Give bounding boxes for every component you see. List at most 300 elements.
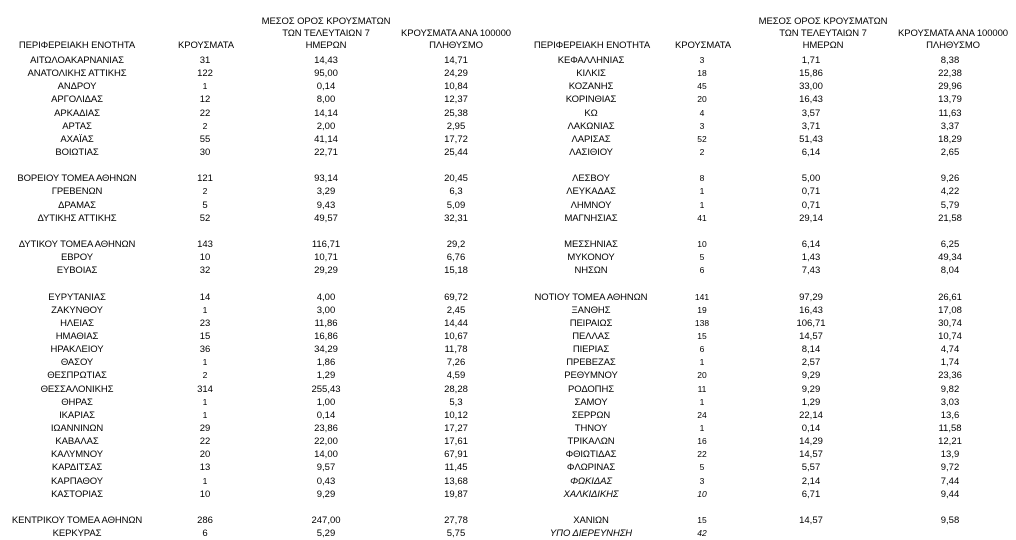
header-region-right: ΠΕΡΙΦΕΡΕΙΑΚΗ ΕΝΟΤΗΤΑ xyxy=(533,40,651,51)
right-avg7-cell: 6,71 xyxy=(801,488,821,500)
right-region-cell: ΣΑΜΟΥ xyxy=(574,396,608,408)
right-cases-cell: 20 xyxy=(697,94,707,105)
right-cases-cell: 10 xyxy=(697,488,707,499)
right-per100k-cell: 3,03 xyxy=(940,396,960,408)
left-avg7-cell: 41,14 xyxy=(314,133,338,145)
right-per100k-cell: 49,34 xyxy=(938,252,962,264)
left-avg7-cell: 93,14 xyxy=(314,173,338,185)
right-avg7-cell: 2,14 xyxy=(801,475,821,487)
cases-table xyxy=(0,54,1016,540)
right-avg7-cell: 6,14 xyxy=(801,239,821,251)
table-row xyxy=(0,67,1016,80)
left-avg7-cell: 9,43 xyxy=(316,199,336,211)
table-row xyxy=(0,435,1016,448)
left-avg7-cell: 1,00 xyxy=(316,396,336,408)
right-avg7-cell: 5,00 xyxy=(801,173,821,185)
right-avg7-cell: 9,29 xyxy=(801,383,821,395)
right-cases-cell: 5 xyxy=(699,252,705,263)
right-region-cell: ΛΑΚΩΝΙΑΣ xyxy=(567,120,615,132)
table-row xyxy=(0,93,1016,106)
left-avg7-cell: 1,29 xyxy=(316,370,336,382)
table-row xyxy=(0,54,1016,67)
left-cases-cell: 10 xyxy=(199,252,211,264)
left-per100k-cell: 28,28 xyxy=(444,383,468,395)
right-per100k-cell: 4,74 xyxy=(940,344,960,356)
right-avg7-cell: 14,29 xyxy=(799,436,823,448)
right-avg7-cell: 97,29 xyxy=(799,291,823,303)
right-region-cell: ΤΡΙΚΑΛΩΝ xyxy=(567,436,615,448)
right-cases-cell: 3 xyxy=(699,120,705,131)
table-row xyxy=(0,488,1016,501)
left-per100k-cell: 14,44 xyxy=(444,317,468,329)
right-region-cell: ΤΗΝΟΥ xyxy=(574,423,608,434)
left-avg7-cell: 3,00 xyxy=(316,304,336,316)
left-avg7-cell: 22,00 xyxy=(314,436,338,448)
right-region-cell: ΞΑΝΘΗΣ xyxy=(571,304,611,316)
right-per100k-cell: 17,08 xyxy=(938,304,962,316)
left-region-cell: ΕΒΡΟΥ xyxy=(61,252,93,264)
left-avg7-cell: 0,43 xyxy=(316,475,336,487)
right-cases-cell: 138 xyxy=(694,317,710,328)
left-cases-cell: 2 xyxy=(202,370,208,381)
left-cases-cell: 13 xyxy=(199,462,211,474)
table-row xyxy=(0,475,1016,488)
header-avg7-left: ΜΕΣΟΣ ΟΡΟΣ ΚΡΟΥΣΜΑΤΩΝ ΤΩΝ ΤΕΛΕΥΤΑΙΩΝ 7 ΗΜΕΡΩΝ xyxy=(261,16,391,51)
right-region-cell: ΧΑΝΙΩΝ xyxy=(573,514,609,526)
right-region-cell: ΜΑΓΝΗΣΙΑΣ xyxy=(564,212,618,224)
left-cases-cell: 22 xyxy=(199,436,211,448)
right-region-cell: ΚΙΛΚΙΣ xyxy=(576,68,606,80)
right-region-cell: ΠΡΕΒΕΖΑΣ xyxy=(566,357,616,369)
left-region-cell: ΚΕΡΚΥΡΑΣ xyxy=(52,528,102,540)
left-region-cell: ΚΑΒΑΛΑΣ xyxy=(55,436,99,448)
left-avg7-cell: 14,43 xyxy=(314,55,338,67)
left-region-cell: ΗΡΑΚΛΕΙΟΥ xyxy=(50,344,104,356)
left-avg7-cell: 14,14 xyxy=(314,107,338,119)
header-region-left: ΠΕΡΙΦΕΡΕΙΑΚΗ ΕΝΟΤΗΤΑ xyxy=(18,40,136,51)
left-per100k-cell: 17,61 xyxy=(444,436,468,448)
right-avg7-cell: 6,14 xyxy=(801,147,821,159)
right-region-cell: ΝΗΣΩΝ xyxy=(574,265,608,277)
right-region-cell: ΚΕΦΑΛΛΗΝΙΑΣ xyxy=(557,55,625,67)
left-cases-cell: 143 xyxy=(197,239,213,251)
right-region-cell: ΜΥΚΟΝΟΥ xyxy=(567,252,615,264)
table-row xyxy=(0,172,1016,185)
right-cases-cell: 6 xyxy=(699,344,705,355)
right-cases-cell: 15 xyxy=(697,331,707,342)
right-avg7-cell: 8,14 xyxy=(801,344,821,356)
right-avg7-cell: 9,29 xyxy=(801,370,821,382)
right-per100k-cell: 8,04 xyxy=(940,265,960,277)
left-cases-cell: 29 xyxy=(199,423,211,434)
right-region-cell: ΚΟΡΙΝΘΙΑΣ xyxy=(565,94,617,106)
left-region-cell: ΓΡΕΒΕΝΩΝ xyxy=(51,186,103,198)
right-per100k-cell: 22,38 xyxy=(938,68,962,80)
left-per100k-cell: 5,75 xyxy=(446,528,466,540)
table-row xyxy=(0,330,1016,343)
table-row xyxy=(0,317,1016,330)
left-region-cell: ΚΑΡΔΙΤΣΑΣ xyxy=(51,462,103,474)
left-region-cell: ΑΝΑΤΟΛΙΚΗΣ ΑΤΤΙΚΗΣ xyxy=(27,68,127,80)
right-avg7-cell: 22,14 xyxy=(799,409,823,421)
left-cases-cell: 1 xyxy=(202,396,208,407)
header-cases-right: ΚΡΟΥΣΜΑΤΑ xyxy=(674,40,732,51)
right-cases-cell: 141 xyxy=(694,291,710,302)
left-avg7-cell: 29,29 xyxy=(314,265,338,277)
right-per100k-cell: 9,82 xyxy=(940,383,960,395)
right-per100k-cell xyxy=(884,527,1016,540)
right-region-cell: ΣΕΡΡΩΝ xyxy=(571,409,611,421)
table-row xyxy=(0,409,1016,422)
left-region-cell: ΔΥΤΙΚΟΥ ΤΟΜΕΑ ΑΘΗΝΩΝ xyxy=(18,239,136,251)
left-region-cell: ΚΑΣΤΟΡΙΑΣ xyxy=(51,488,103,500)
right-avg7-cell xyxy=(738,527,884,540)
left-per100k-cell: 27,78 xyxy=(444,514,468,526)
right-per100k-cell: 18,29 xyxy=(938,133,962,145)
right-avg7-cell: 106,71 xyxy=(796,317,826,329)
left-region-cell: ΚΑΡΠΑΘΟΥ xyxy=(50,475,104,487)
left-region-cell: ΘΑΣΟΥ xyxy=(60,357,94,369)
left-cases-cell: 121 xyxy=(197,173,213,185)
left-region-cell: ΚΑΛΥΜΝΟΥ xyxy=(50,449,104,461)
right-cases-cell: 2 xyxy=(699,147,705,158)
left-cases-cell: 22 xyxy=(199,107,211,119)
right-avg7-cell: 14,57 xyxy=(799,449,823,461)
table-row xyxy=(0,383,1016,396)
left-region-cell: ΗΛΕΙΑΣ xyxy=(60,317,94,329)
spacer-row xyxy=(0,159,1016,172)
right-region-cell: ΝΟΤΙΟΥ ΤΟΜΕΑ ΑΘΗΝΩΝ xyxy=(534,291,648,303)
header-avg7-right: ΜΕΣΟΣ ΟΡΟΣ ΚΡΟΥΣΜΑΤΩΝ ΤΩΝ ΤΕΛΕΥΤΑΙΩΝ 7 ΗΜΕΡΩΝ xyxy=(758,16,888,51)
left-region-cell: ΒΟΡΕΙΟΥ ΤΟΜΕΑ ΑΘΗΝΩΝ xyxy=(17,173,137,185)
header-per100k-left: ΚΡΟΥΣΜΑΤΑ ΑΝΑ 100000 ΠΛΗΘΥΣΜΟ xyxy=(401,28,511,51)
right-avg7-cell: 0,71 xyxy=(801,199,821,211)
table-row xyxy=(0,291,1016,304)
left-avg7-cell: 9,57 xyxy=(316,462,336,474)
left-region-cell: ΚΕΝΤΡΙΚΟΥ ΤΟΜΕΑ ΑΘΗΝΩΝ xyxy=(11,514,143,526)
left-per100k-cell: 7,26 xyxy=(446,357,466,369)
right-cases-cell: 6 xyxy=(699,265,705,276)
right-cases-cell: 20 xyxy=(697,370,707,381)
table-row xyxy=(0,199,1016,212)
right-cases-cell: 52 xyxy=(697,133,707,144)
right-avg7-cell: 3,57 xyxy=(801,107,821,119)
right-region-cell: ΡΕΘΥΜΝΟΥ xyxy=(564,370,618,382)
left-avg7-cell: 23,86 xyxy=(314,423,338,434)
left-avg7-cell: 8,00 xyxy=(316,94,336,106)
left-per100k-cell: 6,3 xyxy=(449,186,463,198)
table-row xyxy=(0,514,1016,527)
table-row xyxy=(0,107,1016,120)
left-cases-cell: 122 xyxy=(197,68,213,80)
left-cases-cell: 36 xyxy=(199,344,211,356)
table-row xyxy=(0,343,1016,356)
left-region-cell: ΔΥΤΙΚΗΣ ΑΤΤΙΚΗΣ xyxy=(37,212,117,224)
right-cases-cell: 4 xyxy=(699,107,705,118)
table-row xyxy=(0,422,1016,435)
left-region-cell: ΕΥΡΥΤΑΝΙΑΣ xyxy=(48,291,106,303)
right-per100k-cell: 10,74 xyxy=(938,331,962,343)
right-per100k-cell: 6,25 xyxy=(940,239,960,251)
right-per100k-cell: 13,6 xyxy=(940,409,960,421)
right-region-cell: ΥΠΟ ΔΙΕΡΕΥΝΗΣΗ xyxy=(549,528,633,540)
header-per100k-right: ΚΡΟΥΣΜΑΤΑ ΑΝΑ 100000 ΠΛΗΘΥΣΜΟ xyxy=(898,28,1008,51)
right-per100k-cell: 13,79 xyxy=(938,94,962,106)
right-region-cell: ΛΕΣΒΟΥ xyxy=(572,173,610,185)
right-per100k-cell: 9,58 xyxy=(940,514,960,526)
left-avg7-cell: 0,14 xyxy=(316,81,336,93)
left-cases-cell: 20 xyxy=(199,449,211,461)
left-per100k-cell: 11,78 xyxy=(444,344,468,356)
left-cases-cell: 15 xyxy=(199,331,211,343)
left-avg7-cell: 2,00 xyxy=(316,120,336,132)
left-region-cell: ΑΡΚΑΔΙΑΣ xyxy=(54,107,100,119)
right-cases-cell: 3 xyxy=(699,475,705,486)
left-per100k-cell: 17,27 xyxy=(444,423,468,434)
right-per100k-cell: 8,38 xyxy=(940,55,960,67)
table-row xyxy=(0,146,1016,159)
left-region-cell: ΑΙΤΩΛΟΑΚΑΡΝΑΝΙΑΣ xyxy=(30,55,124,67)
right-cases-cell: 3 xyxy=(699,55,705,66)
spacer-row xyxy=(0,501,1016,514)
left-region-cell: ΙΩΑΝΝΙΝΩΝ xyxy=(50,423,104,434)
right-avg7-cell: 1,43 xyxy=(801,252,821,264)
right-avg7-cell: 51,43 xyxy=(799,133,823,145)
left-per100k-cell: 29,2 xyxy=(446,239,466,251)
table-row xyxy=(0,369,1016,382)
left-region-cell: ΘΕΣΠΡΩΤΙΑΣ xyxy=(47,370,107,382)
right-per100k-cell: 23,36 xyxy=(938,370,962,382)
left-per100k-cell: 10,84 xyxy=(444,81,468,93)
left-cases-cell: 6 xyxy=(202,528,208,540)
left-per100k-cell: 69,72 xyxy=(444,291,468,303)
right-cases-cell: 41 xyxy=(697,212,707,223)
left-per100k-cell: 20,45 xyxy=(444,173,468,185)
right-per100k-cell: 12,21 xyxy=(938,436,962,448)
left-region-cell: ΑΝΔΡΟΥ xyxy=(57,81,97,93)
left-cases-cell: 1 xyxy=(202,475,208,486)
left-per100k-cell: 2,95 xyxy=(446,120,466,132)
left-avg7-cell: 16,86 xyxy=(314,331,338,343)
right-region-cell: ΛΕΥΚΑΔΑΣ xyxy=(566,186,616,198)
left-avg7-cell: 34,29 xyxy=(314,344,338,356)
right-per100k-cell: 30,74 xyxy=(938,317,962,329)
right-avg7-cell: 1,29 xyxy=(801,396,821,408)
right-avg7-cell: 33,00 xyxy=(799,81,823,93)
left-avg7-cell: 9,29 xyxy=(316,488,336,500)
left-region-cell: ΑΡΓΟΛΙΔΑΣ xyxy=(51,94,103,106)
right-cases-cell: 16 xyxy=(697,436,707,447)
right-cases-cell: 1 xyxy=(699,357,705,368)
table-row xyxy=(0,80,1016,93)
right-region-cell: ΠΙΕΡΙΑΣ xyxy=(572,344,610,356)
right-per100k-cell: 13,9 xyxy=(940,449,960,461)
left-region-cell: ΑΡΤΑΣ xyxy=(62,120,92,132)
right-avg7-cell: 5,57 xyxy=(801,462,821,474)
left-avg7-cell: 10,71 xyxy=(314,252,338,264)
right-region-cell: ΡΟΔΟΠΗΣ xyxy=(568,383,614,395)
left-per100k-cell: 19,87 xyxy=(444,488,468,500)
left-avg7-cell: 247,00 xyxy=(311,514,341,526)
right-per100k-cell: 9,26 xyxy=(940,173,960,185)
table-row xyxy=(0,461,1016,474)
right-region-cell: ΦΘΙΩΤΙΔΑΣ xyxy=(565,449,617,461)
left-cases-cell: 1 xyxy=(202,357,208,368)
right-cases-cell: 22 xyxy=(697,449,707,460)
left-cases-cell: 12 xyxy=(199,94,211,106)
right-region-cell: ΚΩ xyxy=(584,107,598,119)
right-cases-cell: 24 xyxy=(697,409,707,420)
table-row xyxy=(0,251,1016,264)
right-cases-cell: 1 xyxy=(699,423,705,433)
left-cases-cell: 23 xyxy=(199,317,211,329)
right-cases-cell: 45 xyxy=(697,81,707,92)
table-row xyxy=(0,304,1016,317)
left-per100k-cell: 2,45 xyxy=(446,304,466,316)
right-avg7-cell: 0,14 xyxy=(801,423,821,434)
right-region-cell: ΛΗΜΝΟΥ xyxy=(570,199,612,211)
right-avg7-cell: 29,14 xyxy=(799,212,823,224)
left-avg7-cell: 49,57 xyxy=(314,212,338,224)
left-cases-cell: 1 xyxy=(202,304,208,315)
left-per100k-cell: 13,68 xyxy=(444,475,468,487)
right-cases-cell: 1 xyxy=(699,199,705,210)
left-per100k-cell: 5,09 xyxy=(446,199,466,211)
left-cases-cell: 1 xyxy=(202,81,208,92)
right-per100k-cell: 29,96 xyxy=(938,81,962,93)
table-row xyxy=(0,356,1016,369)
left-cases-cell: 5 xyxy=(202,199,208,211)
right-avg7-cell: 14,57 xyxy=(799,331,823,343)
header-cases-left: ΚΡΟΥΣΜΑΤΑ xyxy=(177,40,235,51)
table-row xyxy=(0,264,1016,277)
left-avg7-cell: 255,43 xyxy=(311,383,341,395)
right-per100k-cell: 4,22 xyxy=(940,186,960,198)
left-per100k-cell: 25,38 xyxy=(444,107,468,119)
right-region-cell: ΧΑΛΚΙΔΙΚΗΣ xyxy=(563,488,619,500)
right-cases-cell: 42 xyxy=(697,528,707,539)
right-cases-cell: 15 xyxy=(697,514,707,525)
left-avg7-cell: 95,00 xyxy=(314,68,338,80)
table-row xyxy=(0,527,1016,540)
table-body xyxy=(0,54,1016,540)
table-row xyxy=(0,120,1016,133)
left-avg7-cell: 0,14 xyxy=(316,409,336,421)
right-cases-cell: 1 xyxy=(699,186,705,197)
right-region-cell: ΦΩΚΙΔΑΣ xyxy=(570,475,612,487)
left-per100k-cell: 14,71 xyxy=(444,55,468,67)
left-cases-cell: 30 xyxy=(199,147,211,159)
right-avg7-cell: 1,71 xyxy=(801,55,821,67)
left-per100k-cell: 32,31 xyxy=(444,212,468,224)
spacer-row xyxy=(0,225,1016,238)
right-cases-cell: 5 xyxy=(699,462,705,473)
right-per100k-cell: 26,61 xyxy=(938,291,962,303)
right-per100k-cell: 2,65 xyxy=(940,147,960,159)
left-region-cell: ΘΗΡΑΣ xyxy=(61,396,93,408)
left-per100k-cell: 15,18 xyxy=(444,265,468,277)
left-per100k-cell: 11,45 xyxy=(444,462,468,474)
right-cases-cell: 10 xyxy=(697,239,707,250)
left-avg7-cell: 4,00 xyxy=(316,291,336,303)
left-cases-cell: 2 xyxy=(202,120,208,131)
left-cases-cell: 32 xyxy=(199,265,211,277)
table-row xyxy=(0,212,1016,225)
left-avg7-cell: 22,71 xyxy=(314,147,338,159)
right-per100k-cell: 1,74 xyxy=(940,357,960,369)
table-row xyxy=(0,448,1016,461)
right-avg7-cell: 14,57 xyxy=(799,514,823,526)
left-cases-cell: 31 xyxy=(199,55,211,67)
right-cases-cell: 18 xyxy=(697,68,707,79)
left-region-cell: ΘΕΣΣΑΛΟΝΙΚΗΣ xyxy=(40,383,114,395)
left-region-cell: ΑΧΑΪΑΣ xyxy=(60,133,94,145)
right-region-cell: ΛΑΡΙΣΑΣ xyxy=(571,133,611,145)
left-cases-cell: 1 xyxy=(202,409,208,420)
right-per100k-cell: 11,58 xyxy=(938,423,962,434)
left-avg7-cell: 14,00 xyxy=(314,449,338,461)
table-row xyxy=(0,133,1016,146)
right-region-cell: ΠΕΙΡΑΙΩΣ xyxy=(569,317,613,329)
right-cases-cell: 8 xyxy=(699,173,705,184)
left-per100k-cell: 12,37 xyxy=(444,94,468,106)
right-region-cell: ΚΟΖΑΝΗΣ xyxy=(568,81,614,93)
right-region-cell: ΠΕΛΛΑΣ xyxy=(572,331,610,343)
right-region-cell: ΦΛΩΡΙΝΑΣ xyxy=(566,462,616,474)
left-per100k-cell: 6,76 xyxy=(446,252,466,264)
left-avg7-cell: 116,71 xyxy=(311,239,341,251)
left-per100k-cell: 24,29 xyxy=(444,68,468,80)
left-region-cell: ΖΑΚΥΝΘΟΥ xyxy=(51,304,103,316)
left-per100k-cell: 67,91 xyxy=(444,449,468,461)
right-cases-cell: 11 xyxy=(697,383,707,394)
left-region-cell: ΕΥΒΟΙΑΣ xyxy=(56,265,98,277)
left-cases-cell: 14 xyxy=(199,291,211,303)
right-per100k-cell: 9,72 xyxy=(940,462,960,474)
right-per100k-cell: 21,58 xyxy=(938,212,962,224)
left-avg7-cell: 1,86 xyxy=(316,357,336,369)
left-per100k-cell: 25,44 xyxy=(444,147,468,159)
left-per100k-cell: 17,72 xyxy=(444,133,468,145)
left-region-cell: ΗΜΑΘΙΑΣ xyxy=(55,331,99,343)
left-cases-cell: 286 xyxy=(197,514,213,526)
left-avg7-cell: 11,86 xyxy=(314,317,338,329)
left-region-cell: ΒΟΙΩΤΙΑΣ xyxy=(55,147,99,159)
right-per100k-cell: 3,37 xyxy=(940,120,960,132)
left-per100k-cell: 10,12 xyxy=(444,409,468,421)
left-avg7-cell: 3,29 xyxy=(316,186,336,198)
table-row xyxy=(0,396,1016,409)
right-avg7-cell: 7,43 xyxy=(801,265,821,277)
table-row xyxy=(0,238,1016,251)
right-cases-cell: 1 xyxy=(699,396,705,407)
left-cases-cell: 55 xyxy=(199,133,211,145)
right-per100k-cell: 7,44 xyxy=(940,475,960,487)
right-region-cell: ΜΕΣΣΗΝΙΑΣ xyxy=(564,239,618,251)
right-avg7-cell: 0,71 xyxy=(801,186,821,198)
spacer-row xyxy=(0,277,1016,290)
left-per100k-cell: 4,59 xyxy=(446,370,466,382)
left-region-cell: ΔΡΑΜΑΣ xyxy=(58,199,96,211)
right-avg7-cell: 15,86 xyxy=(799,68,823,80)
left-cases-cell: 10 xyxy=(199,488,211,500)
right-avg7-cell: 3,71 xyxy=(801,120,821,132)
left-per100k-cell: 5,3 xyxy=(449,396,463,408)
table-row xyxy=(0,185,1016,198)
left-avg7-cell: 5,29 xyxy=(316,528,336,540)
left-cases-cell: 314 xyxy=(197,383,213,395)
right-per100k-cell: 9,44 xyxy=(940,488,960,500)
